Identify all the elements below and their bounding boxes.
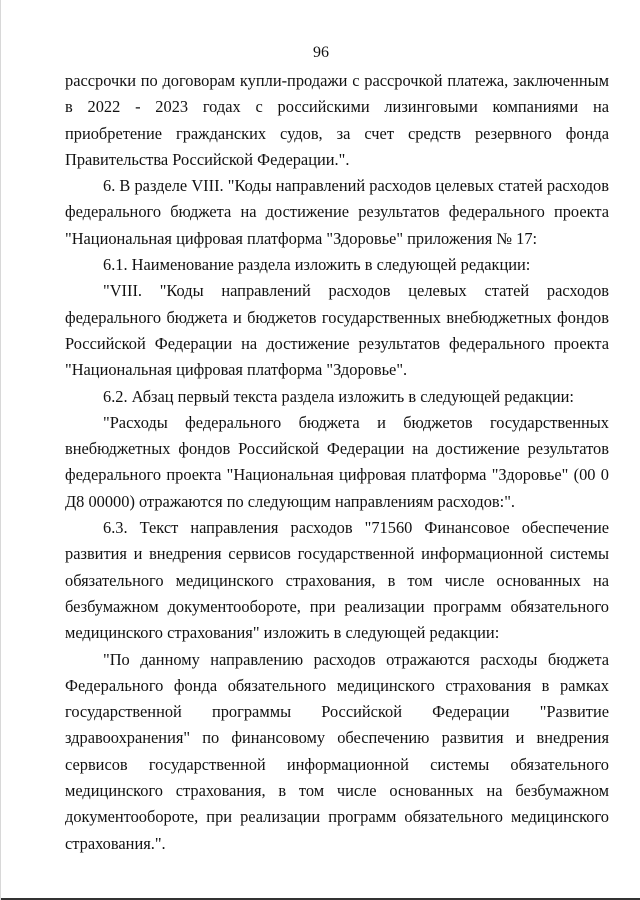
- paragraph-item-6-1: 6.1. Наименование раздела изложить в следующей редакции:: [103, 255, 531, 275]
- paragraph-direction-quote: "По данному направлению расходов отражаются расходы бюджета Федерального фонда обязательного медицинского страхования в рамках государственной программы Российской Федерации "Развитие здравоохранения" по финансовому обеспечению развития и внедрения сервисов государственной информационной системы обязательного медицинского страхования, в том числе основанных на безбумажном документообороте, при реализации программ обязательного медицинского страхования.".: [65, 649, 609, 853]
- paragraph-expenses-quote: "Расходы федерального бюджета и бюджетов государственных внебюджетных фондов Российской Федерации на достижение результатов федерального проекта "Национальная цифровая платформа "Здоровье" (00 0 Д8 00000) отражаются по следующим направлениям расходов:".: [65, 412, 609, 511]
- paragraph-item-6-2: 6.2. Абзац первый текста раздела изложить в следующей редакции:: [103, 386, 574, 406]
- paragraph-continuation: рассрочки по договорам купли-продажи с рассрочкой платежа, заключенным в 2022 - 2023 годах с российскими лизинговыми компаниями на приобретение гражданских судов, за счет средств резервного фонда Правительства Российской Федерации.".: [65, 71, 609, 169]
- paragraph-item-6: 6. В разделе VIII. "Коды направлений расходов целевых статей расходов федерального бюджета на достижение результатов федерального проекта "Национальная цифровая платформа "Здоровье" приложения № 17:: [65, 176, 609, 248]
- page-number: 96: [313, 44, 329, 61]
- paragraph-item-6-3: 6.3. Текст направления расходов "71560 Финансовое обеспечение развития и внедрения сервисов государственной информационной системы обязательного медицинского страхования, в том числе основанных на безбумажном документообороте, при реализации программ обязательного медицинского страхования" изложить в следующей редакции:: [65, 518, 609, 643]
- document-body: [65, 68, 609, 857]
- paragraph-section-title-quote: "VIII. "Коды направлений расходов целевых статей расходов федерального бюджета и бюджетов государственных внебюджетных фондов Российской Федерации на достижение результатов федерального проекта "Национальная цифровая платформа "Здоровье".: [65, 281, 609, 380]
